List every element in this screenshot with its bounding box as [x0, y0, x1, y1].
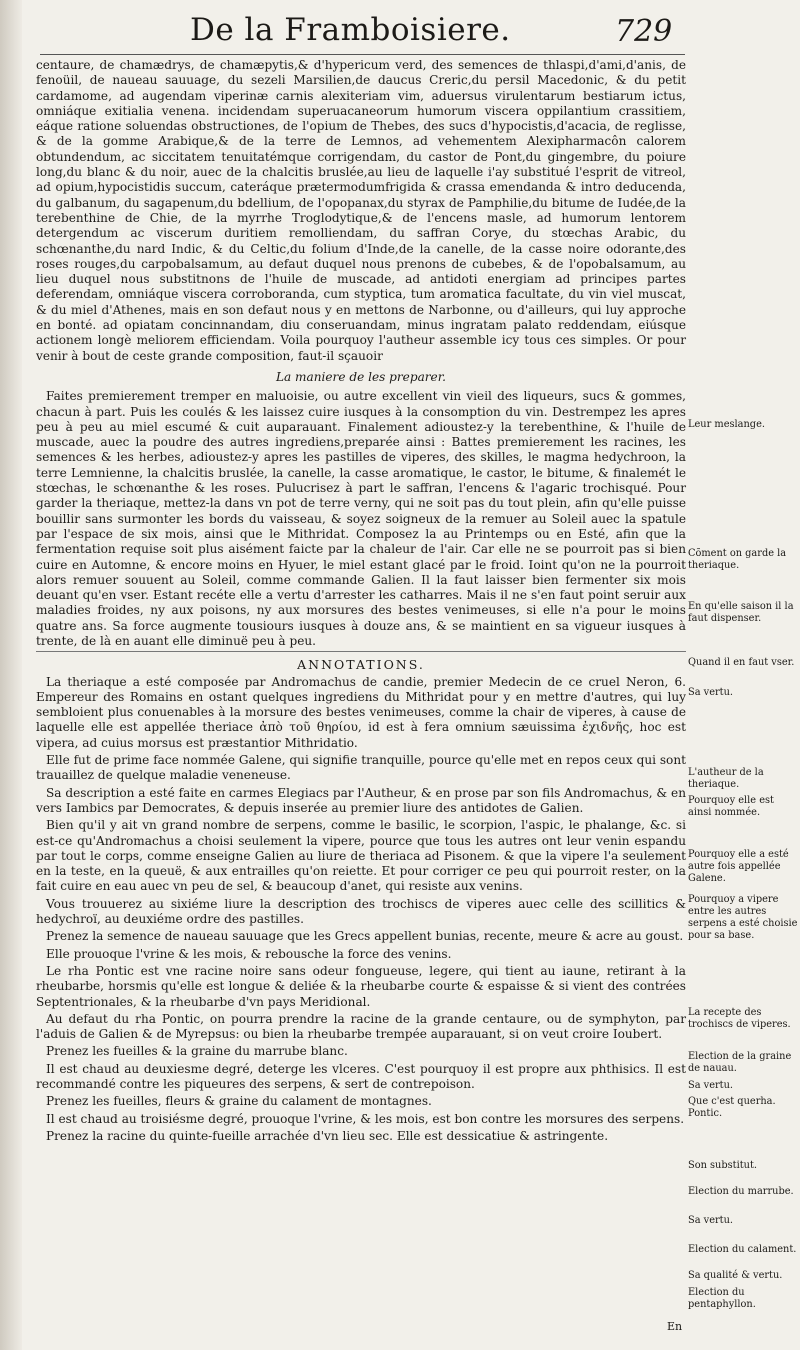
margin-note: Pourquoy elle a esté autre fois appellée Galene.	[688, 849, 789, 884]
annotation-paragraph: La theriaque a esté composée par Andromachus de candie, premier Medecin de ce cruel Neron, 6. Empereur des Romains en ostant quelques ingrediens du Mithridat pour y en mettre d'autres, qui luy sembloient plus conuenables à la morsure des bestes venimeuses, comme la chair de viperes, à cause de laquelle elle est appellée theriace ἀπὸ τοῦ θηρίου, id est à fera omnium sæuissima ἐχιδνῆς, hoc est vipera, ad cuius morsus est præstantior Mithridatio.	[36, 674, 686, 750]
annotation-paragraph: Sa description a esté faite en carmes Elegiacs par l'Autheur, & en prose par son fils Andromachus, & en vers Iambics par Democrates, & depuis inserée au premier liure des antidotes de Galien.	[36, 785, 686, 815]
margin-note: La recepte des trochiscs de viperes.	[688, 1007, 791, 1030]
running-title: De la Framboisiere.	[190, 12, 511, 48]
annotation-paragraph: Elle fut de prime face nommée Galene, qui signifie tranquille, pource qu'elle met en repos ceux qui sont trauaillez de quelque maladie veneneuse.	[36, 753, 686, 783]
page-number: 729	[615, 14, 673, 49]
margin-note: En qu'elle saison il la faut dispenser.	[688, 601, 794, 624]
section-heading-preparation: La maniere de les preparer.	[275, 369, 447, 384]
section-heading-annotations: ANNOTATIONS.	[297, 657, 425, 673]
margin-note: Election du marrube.	[688, 1186, 794, 1197]
margin-note: Leur meslange.	[688, 419, 765, 430]
page-gutter-shadow	[0, 0, 22, 1350]
margin-note: Son substitut.	[688, 1160, 758, 1171]
annotation-paragraph: Prenez les fueilles, fleurs & graine du calament de montagnes.	[46, 1094, 432, 1109]
margin-note: Election du pentaphyllon.	[688, 1287, 756, 1310]
annotation-paragraph: Prenez la racine du quinte-fueille arrachée d'vn lieu sec. Elle est dessicatiue & astringente.	[46, 1128, 609, 1143]
margin-note: Election du calament.	[688, 1244, 797, 1255]
annotation-paragraph: Prenez la semence de naueau sauuage que les Grecs appellent bunias, recente, meure & acre au goust.	[46, 929, 684, 944]
margin-note: Sa vertu.	[688, 1215, 734, 1226]
margin-note: Sa vertu.	[688, 1080, 734, 1091]
catchword: En	[667, 1320, 683, 1333]
header-rule	[40, 54, 685, 55]
margin-note: Pourquoy a vipere entre les autres serpens a esté choisie pour sa base.	[688, 894, 798, 941]
annotation-paragraph: Vous trouuerez au sixiéme liure la description des trochiscs de viperes auec celle des scillitics & hedychroï, au deuxiéme ordre des pastilles.	[36, 896, 686, 927]
intro-paragraph: centaure, de chamædrys, de chamæpytis,& d'hypericum verd, des semences de thlaspi,d'ami,d'anis, de fenoüil, de naueau sauuage, du sezeli Marsilien,de daucus Creric,du persil Macedonic, & du petit cardamome, ad augendam viperinæ carnis alexiteriam vim, aduersus virulentarum bestiarum ictus, omniáque exitialia venena. incidendam superuacaneorum humorum viscera oppilantium crassitiem, eáque ratione soluendas obstructiones, de l'opium de Thebes, des sucs d'hypocistis,d'acacia, de reglisse, & de la gomme Arabique,& de la terre de Lemnos, ad vehementem Alexipharmacôn calorem obtundendum, ac siccitatem tenuitatémque corrigendam, du castor de Pont,du gingembre, du poiure long,du blanc & du noir, auec de la chalcitis bruslée,au lieu de laquelle i'ay substitué l'esprit de vitreol, ad opium,hypocistidis succum, cateráque prætermodumfrigida & crassa emendanda & intro deducenda, du galbanum, du sagapenum,du bdellium, de l'opopanax,du styrax de Pamphilie,du bitume de Iudée,de la terebenthine de Chie, de la myrrhe Troglodytique,& de l'encens masle, ad humorum lentorem detergendum ac viscerum duritiem remolliendam, du saffran Corye, du stœchas Arabic, du schœnanthe,du nard Indic, & du Celtic,du folium d'Inde,de la canelle, de la casse noire odorante,des roses rouges,du carpobalsamum, au defaut duquel nous prenons de cubebes, & de l'opobalsamum, au lieu duquel nous substitnons de l'huile de muscade, ad antidoti energiam ad principes partes deferendam, omniáque viscera corroboranda, cum styptica, tum aromatica facultate, du vin viel muscat, & du miel d'Athenes, mais en son defaut nous y en mettons de Narbonne, ou d'ailleurs, qui luy approche en bonté. ad opiatam concinnandam, diu conseruandam, minus ingratam palato reddendam, eiúsque actionem longè meliorem efficiendam. Voila pourquoy l'autheur assemble icy tous ces simples. Or pour venir à bout de ceste grande composition, faut-il sçauoir	[36, 58, 686, 363]
margin-note: Election de la graine de nauau.	[688, 1051, 792, 1074]
annotation-paragraph: Au defaut du rha Pontic, on pourra prendre la racine de la grande centaure, ou de symphyton, par l'aduis de Galien & de Myrepsus: ou bien la rheubarbe trempée auparauant, si on veut croire Ioubert.	[36, 1011, 686, 1042]
margin-note: Quand il en faut vser.	[688, 657, 795, 668]
annotation-paragraph: Il est chaud au deuxiesme degré, deterge les vlceres. C'est pourquoy il est propre aux phthisics. Il est recommandé contre les piqueures des serpens, & sert de contrepoison.	[36, 1061, 686, 1091]
main-text-column	[36, 58, 686, 1146]
section-divider	[36, 651, 686, 652]
margin-note: Sa qualité & vertu.	[688, 1270, 783, 1281]
preparation-paragraph: Faites premierement tremper en maluoisie, ou autre excellent vin vieil des liqueurs, sucs & gommes, chacun à part. Puis les coulés & les laissez cuire iusques à la consomption du vin. Destrempez les apres peu à peu au miel escumé & cuit auparauant. Finalement adioustez-y la terebenthine, & l'huile de muscade, auec la poudre des autres ingrediens,preparée ainsi : Battes premierement les racines, les semences & les herbes, adioustez-y apres les pastilles de viperes, des skilles, le magma hedychroon, la terre Lemnienne, la chalcitis bruslée, la canelle, la casse aromatique, le castor, le bitume, & finalemét le stœchas, le schœnanthe & les roses. Pulucrisez à part le saffran, l'encens & l'agaric trochisqué. Pour garder la theriaque, mettez-la dans vn pot de terre verny, qui ne soit pas du tout plein, afin qu'elle puisse bouillir sans surmonter les bords du vaisseau, & soyez soigneux de la remuer au Soleil auec la spatule par l'espace de six mois, ainsi que le Mithridat. Composez la au Printemps ou en Esté, afin que la fermentation requise soit plus aisément faicte par la chaleur de l'air. Car elle ne se pourroit pas si bien cuire en Automne, & encore moins en Hyuer, le miel estant glacé par le froid. Ioint qu'on ne la pourroit alors remuer souuent au Soleil, comme commande Galien. Il la faut laisser bien fermenter six mois deuant qu'en vser. Estant recéte elle a vertu d'arrester les catharres. Mais il ne s'en faut point seruir aux maladies froides, ny aux poisons, ny aux morsures des bestes venimeuses, si elle n'a pour le moins quatre ans. Sa force augmente tousiours iusques à douze ans, & se maintient en sa vigueur iusques à trente, de là en auant elle diminuë peu à peu.	[36, 389, 686, 648]
margin-note: Sa vertu.	[688, 687, 734, 698]
margin-note: Pourquoy elle est ainsi nommée.	[688, 795, 774, 818]
annotation-paragraph: Prenez les fueilles & la graine du marrube blanc.	[46, 1044, 348, 1059]
annotation-paragraph: Le rha Pontic est vne racine noire sans odeur fongueuse, legere, qui tient au iaune, retirant à la rheubarbe, horsmis qu'elle est longue & deliée & la rheubarbe courte & espaisse & si vient des contrées Septentrionales, & la rheubarbe d'vn pays Meridional.	[36, 963, 686, 1009]
margin-note: Cõment on garde la theriaque.	[688, 548, 787, 571]
annotation-paragraph: Bien qu'il y ait vn grand nombre de serpens, comme le basilic, le scorpion, l'aspic, le phalange, &c. si est-ce qu'Andromachus a choisi seulement la vipere, pource que tous les autres ont leur venin espandu par tout le corps, comme enseigne Galien au liure de theriaca ad Pisonem. & que la vipere l'a seulement en la teste, en la queuë, & aux entrailles qu'on reiette. Et pour corriger ce peu qui pourroit rester, on la fait cuire en eau auec vn peu de sel, & beaucoup d'anet, qui resiste aux venins.	[36, 818, 686, 894]
annotation-paragraph: Il est chaud au troisiésme degré, prouoque l'vrine, & les mois, est bon contre les morsures des serpens.	[46, 1111, 685, 1126]
margin-note: Que c'est querha. Pontic.	[688, 1096, 776, 1119]
annotation-paragraph: Elle prouoque l'vrine & les mois, & rebousche la force des venins.	[46, 946, 452, 961]
margin-note: L'autheur de la theriaque.	[688, 767, 764, 790]
